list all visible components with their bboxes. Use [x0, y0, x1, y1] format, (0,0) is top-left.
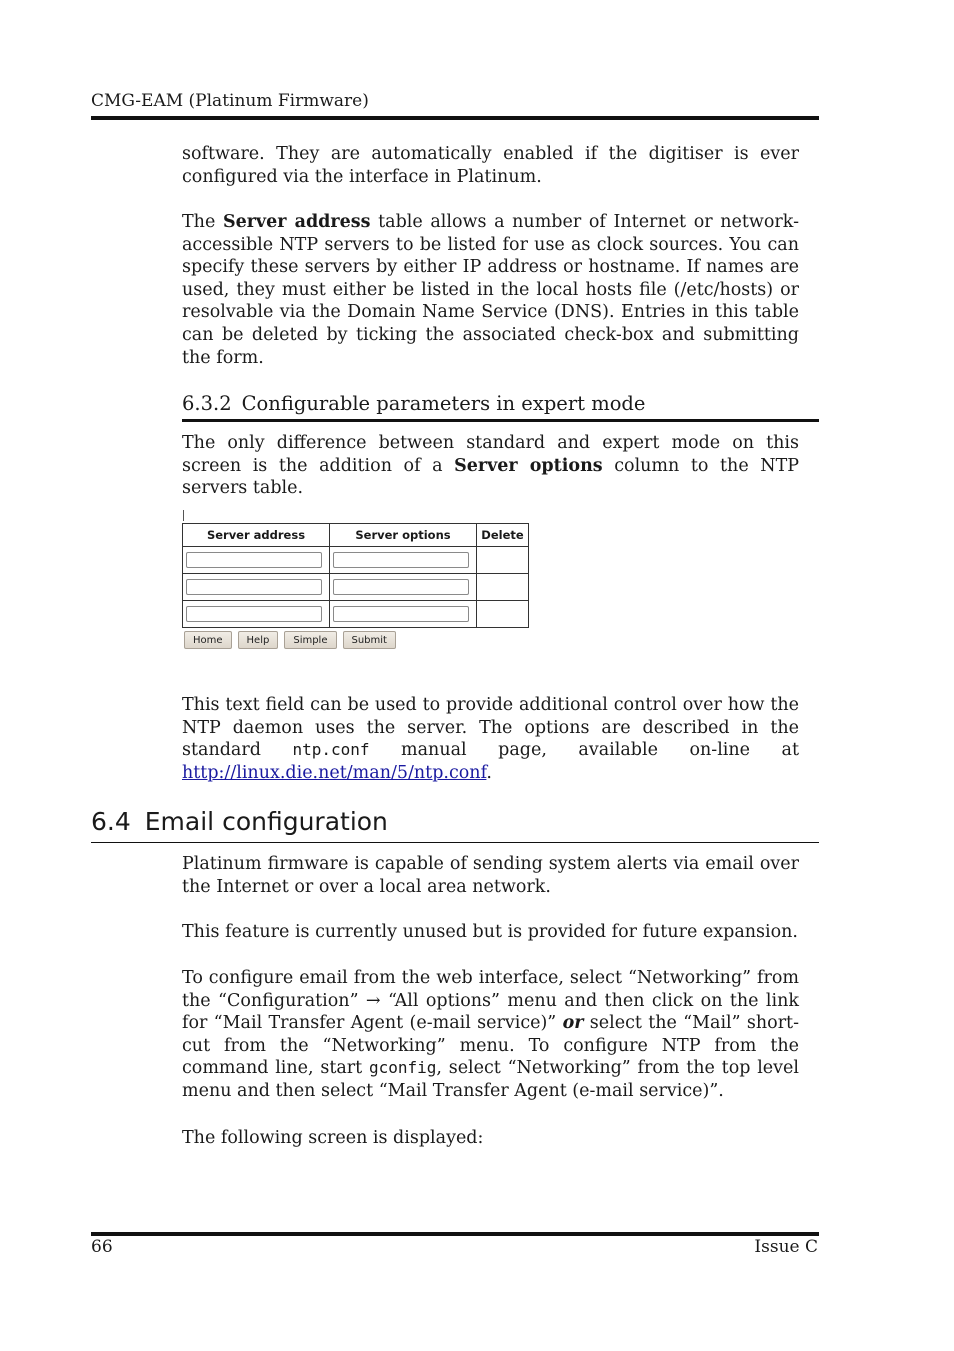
- server-address-input[interactable]: [186, 579, 322, 595]
- code-ntp-conf: ntp.conf: [292, 740, 370, 760]
- delete-cell: [477, 547, 529, 574]
- table-header-row: [183, 524, 529, 547]
- issue-label: Issue C: [754, 1237, 818, 1257]
- column-header-server-address: Server address: [183, 524, 330, 547]
- server-address-input[interactable]: [186, 552, 322, 568]
- para-text: .: [486, 762, 492, 783]
- code-gconfig: gconfig: [368, 1058, 437, 1078]
- subsection-number: 6.3.2: [182, 392, 232, 415]
- intro-paragraph-2: [182, 211, 799, 369]
- column-header-server-options: Server options: [330, 524, 477, 547]
- server-address-input[interactable]: [186, 606, 322, 622]
- home-button[interactable]: Home: [184, 631, 232, 649]
- server-options-input[interactable]: [333, 606, 469, 622]
- para-text: The: [182, 212, 223, 232]
- ntp-servers-screenshot: [182, 510, 532, 655]
- delete-cell: [477, 601, 529, 628]
- para-text: To configure email from the web interface, select “Networking” from the “Configuration” → “All options” menu and then click on the link for “Mail Transfer Agent (e-mail service)”: [182, 968, 799, 1034]
- section-paragraph-4: The following screen is displayed:: [182, 1128, 484, 1148]
- subsection-paragraph: [182, 432, 799, 500]
- ntp-conf-link[interactable]: http://linux.die.net/man/5/ntp.conf: [182, 762, 487, 783]
- help-button[interactable]: Help: [238, 631, 279, 649]
- para-text: manual page, available on-line at: [369, 740, 800, 761]
- footer-rule: [91, 1232, 819, 1236]
- intro-paragraph-1: software. They are automatically enabled if the digitiser is ever configured via the interface in Platinum.: [182, 144, 799, 187]
- subsection-heading: [182, 392, 645, 415]
- bold-term: Server options: [454, 455, 603, 476]
- table-row: [183, 601, 529, 628]
- server-options-input[interactable]: [333, 552, 469, 568]
- para-text: select the “Mail” short-cut from the “Networking” menu. To configure NTP from the command line, start: [182, 1013, 800, 1079]
- form-button-row: [184, 631, 396, 649]
- section-paragraph-2: This feature is currently unused but is provided for future expansion.: [182, 922, 798, 942]
- submit-button[interactable]: Submit: [343, 631, 396, 649]
- table-row: [183, 574, 529, 601]
- section-number: 6.4: [91, 807, 131, 836]
- section-heading: [91, 807, 388, 836]
- section-title: Email configuration: [144, 807, 388, 836]
- subsection-title: Configurable parameters in expert mode: [241, 392, 646, 415]
- subsection-rule: [182, 419, 819, 422]
- para-text: , select “Networking” from the top level menu and then select “Mail Transfer Agent (e-mail service)”.: [182, 1058, 799, 1101]
- section-rule: [91, 842, 819, 843]
- emphasis-or: or: [562, 1013, 584, 1034]
- column-header-delete: Delete: [477, 524, 529, 547]
- ntp-servers-table: [182, 523, 529, 628]
- text-cursor: [183, 510, 184, 521]
- para-text: column to the NTP servers table.: [182, 455, 800, 499]
- delete-cell: [477, 574, 529, 601]
- para-text: The only difference between standard and expert mode on this screen is the addition of a: [182, 433, 799, 476]
- server-options-input[interactable]: [333, 579, 469, 595]
- para-text: table allows a number of Internet or network-accessible NTP servers to be listed for use as clock sources. You can specify these servers by either IP address or hostname. If names are used, they must either be listed in the local hosts file (/etc/hosts) or resolvable via the Domain Name Service (DNS). Entries in this table can be deleted by ticking the associated check-box and submitting the form.: [182, 212, 799, 368]
- section-paragraph-3: [182, 967, 799, 1103]
- table-row: [183, 547, 529, 574]
- bold-term: Server address: [222, 212, 371, 232]
- options-paragraph: [182, 694, 799, 784]
- header-rule: [91, 116, 819, 120]
- running-header: CMG-EAM (Platinum Firmware): [91, 91, 369, 111]
- para-text: This text field can be used to provide additional control over how the NTP daemon uses the server. The options are described in the standard: [182, 695, 799, 761]
- section-paragraph-1: Platinum firmware is capable of sending system alerts via email over the Internet or over a local area network.: [182, 854, 799, 897]
- simple-button[interactable]: Simple: [284, 631, 336, 649]
- page-number: 66: [91, 1237, 113, 1257]
